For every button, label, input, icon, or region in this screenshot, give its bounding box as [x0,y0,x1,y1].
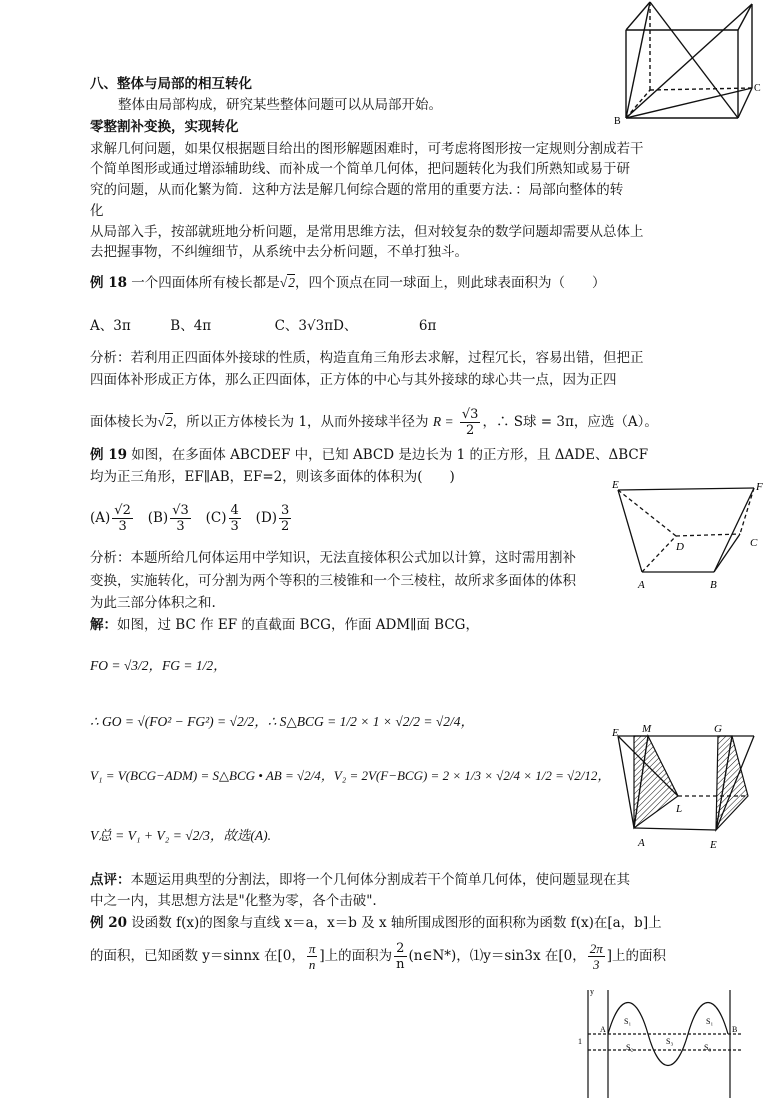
poly2-label-l: L [676,803,683,815]
cube-label-c: C [754,83,761,94]
section-heading: 八、整体与局部的相互转化 [90,76,252,92]
polyhedron-figure-2 [608,718,764,854]
ex18-option-d: 6π [418,318,437,334]
ex18-option-c: C、3√3πD、 [274,318,358,334]
polyhedron-figure-1 [608,478,764,594]
ex19-option-c: (C) $\frac{4}{3}$ [205,503,239,534]
sine-figure [570,982,764,1100]
ex18-analysis-line3: 面体棱长为√2，所以正方体棱长为 1，从而外接球半径为 R = $\frac{√3}{2}$ ，∴ S球 = 3π，应选（A）。 [90,407,658,438]
ex19-label: 例 19 [90,447,127,463]
ex18-analysis-line1: 分析：若利用正四面体外接球的性质，构造直角三角形去求解，过程冗长，容易出错，但把正 [90,350,644,366]
ex19-eq4: V总 = V₁ + V₂ = √2/3，故选(A). [90,828,271,843]
sine-label-one: 1 [578,1037,582,1046]
sine-label-s3b: S₃ [704,1043,712,1052]
sine-label-s3: S₃ [666,1037,674,1046]
ex19-eq3: V₁ = V(BCG−ADM) = S△BCG • AB = √2/4，V₂ = 2V(F−BCG) = 2 × 1/3 × √2/4 × 1/2 = √2/12， [90,768,611,783]
ex19-analysis-line3: 为此三部分体积之和. [90,595,216,611]
poly1-label-a: A [638,579,645,591]
ex18-label: 例 18 [90,275,127,291]
ex19-review-line2: 中之一内，其思想方法是"化整为零，各个击破". [90,893,377,909]
poly2-label-m: M [642,723,652,735]
ex18-analysis-line2: 四面体补形成正方体，那么正四面体，正方体的中心与其外接球的球心共一点，因为正四 [90,372,617,388]
ex19-question-line1: 例 19 如图，在多面体 ABCDEF 中，已知 ABCD 是边长为 1 的正方形，且 ΔADE、ΔBCF [90,447,649,463]
sine-label-y: y [590,987,594,996]
section-intro: 整体由局部构成，研究某些整体问题可以从局部开始。 [118,97,442,113]
ex19-option-b: (B) $\frac{√3}{3}$ [147,503,189,534]
cube-label-b: B [614,116,621,127]
ex19-solution-line1: 解：如图，过 BC 作 EF 的直截面 BCG，作面 ADM∥面 BCG， [90,617,479,633]
sine-label-s2: S₂ [626,1043,634,1052]
poly1-label-d: D [676,541,684,553]
ex19-analysis-line2: 变换，实施转化，可分割为两个等积的三棱锥和一个三棱柱，故所求多面体的体积 [90,573,576,589]
poly2-label-g: G [714,723,722,735]
cube-figure [610,0,764,130]
para1-line4: 化 [90,203,104,219]
poly2-label-a: A [638,837,645,849]
poly2-label-e2: E [710,839,717,851]
ex19-eq2: ∴ GO = √(FO² − FG²) = √2/2，∴ S△BCG = 1/2 × 1 × √2/2 = √2/4， [90,714,475,729]
ex19-option-d: (D) $\frac{3}{2}$ [255,503,290,534]
para1-line1: 求解几何问题，如果仅根据题目给出的图形解题困难时，可考虑将图形按一定规则分割成若干 [90,141,644,157]
para1-line3: 究的问题，从而化繁为简．这种方法是解几何综合题的常用的重要方法．：局部向整体的转 [90,182,624,198]
poly1-label-b: B [710,579,717,591]
ex18-option-a: A、3π [90,318,131,334]
para1-line2: 个简单图形或通过增添辅助线、而补成一个简单几何体，把问题转化为我们所熟知或易于研 [90,161,630,177]
section-subheading: 零整割补变换，实现转化 [90,119,239,135]
poly1-label-e: E [612,479,619,491]
ex20-line2: 的面积，已知函数 y＝sinnx 在[0， $\frac{\pi}{n}$ ]上的面积为 $\frac{2}{n}$ (n∈N*)，⑴y＝sin3x 在[0， $\frac{2\pi}{3}$ ]上的面积 [90,941,666,972]
ex18-question: 例 18 一个四面体所有棱长都是√2，四个顶点在同一球面上，则此球表面积为（ ） [90,275,606,291]
ex19-option-a: (A) $\frac{√2}{3}$ [90,503,131,534]
para2-line2: 去把握事物，不纠缠细节，从系统中去分析问题，不单打独斗。 [90,244,468,260]
sine-label-b: B [732,1025,738,1034]
ex19-eq1: FO = √3/2，FG = 1/2， [90,658,227,673]
ex19-question-line2: 均为正三角形，EF∥AB，EF=2，则该多面体的体积为( ) [90,469,455,485]
ex19-options [90,498,293,538]
ex20-line1: 例 20 设函数 f(x)的图象与直线 x＝a，x＝b 及 x 轴所围成图形的面积称为函数 f(x)在[a，b]上 [90,915,662,931]
para2-line1: 从局部入手，按部就班地分析问题，是常用思维方法，但对较复杂的数学问题却需要从总体上 [90,224,644,240]
sine-label-s1: S₁ [624,1017,632,1026]
poly2-label-e: E [612,727,619,739]
ex19-analysis-line1: 分析：本题所给几何体运用中学知识，无法直接体积公式加以计算，这时需用割补 [90,550,576,566]
ex19-review-line1: 点评：本题运用典型的分割法，即将一个几何体分割成若干个简单几何体，使问题显现在其 [90,872,630,888]
poly1-label-c: C [750,537,758,549]
ex18-options [90,316,436,336]
sine-label-s1b: S₁ [706,1017,714,1026]
ex18-option-b: B、4π [170,318,212,334]
sine-label-a: A [600,1025,606,1034]
poly1-label-f: F [756,481,763,493]
